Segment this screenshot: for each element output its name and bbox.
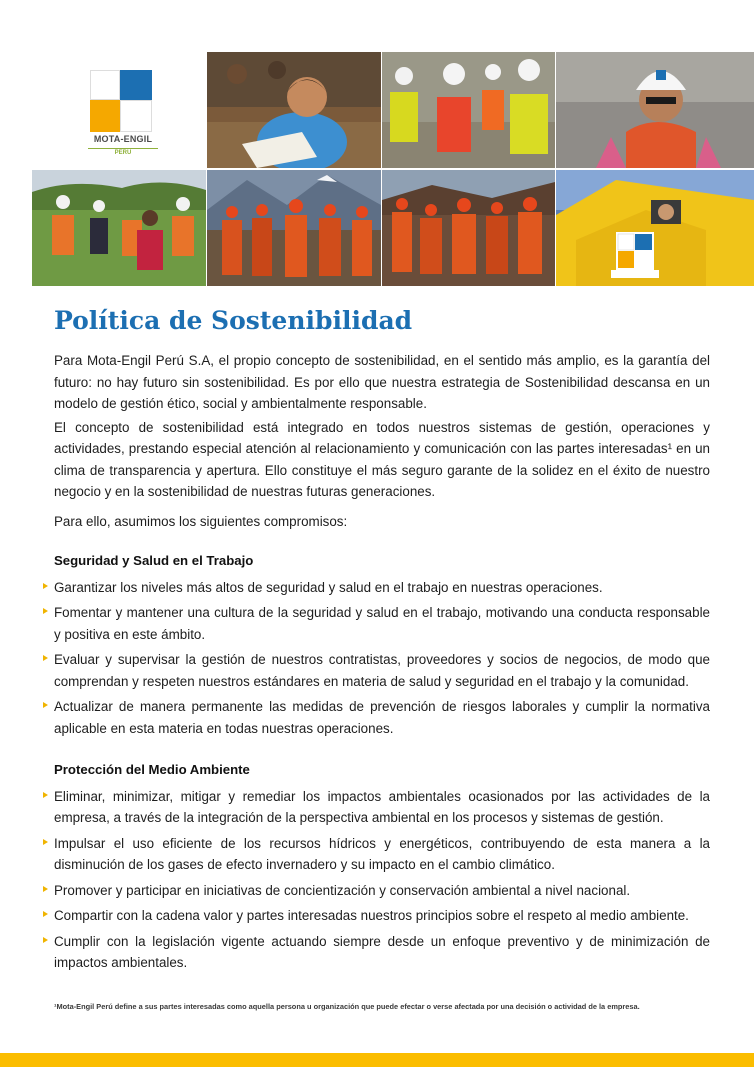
logo-divider [88,148,158,149]
list-item [54,577,710,599]
bottom-accent-bar [0,1053,754,1067]
environment-commitments-list [54,786,710,974]
photo-woman-hardhat [556,52,754,168]
section-heading-environment: Protección del Medio Ambiente [54,762,250,777]
list-item-text: Cumplir con la legislación vigente actuando siempre desde un enfoque preventivo y de minimización de impactos ambientales. [54,933,710,970]
list-item-text: Promover y participar en iniciativas de concientización y conservación ambiental a nivel nacional. [54,882,631,898]
policy-body [54,350,710,978]
section-heading-safety: Seguridad y Salud en el Trabajo [54,553,254,568]
logo-wordmark: MOTA-ENGIL [93,134,153,144]
photo-workers-orange-suits-mountains [207,170,381,286]
footnote: ¹Mota-Engil Perú define a sus partes interesadas como aquella persona u organización que puede efectar o verse afectada por una decisión o actividad de la empresa. [54,1002,640,1011]
list-item [54,905,710,927]
bullet-arrow-icon [43,702,48,708]
bullet-arrow-icon [43,655,48,661]
list-item [54,880,710,902]
list-item [54,833,710,876]
list-item [54,786,710,829]
list-item-text: Impulsar el uso eficiente de los recursos hídricos y energéticos, contribuyendo de esta manera a la disminución de los gases de efecto invernadero y su impacto en el cambio climático. [54,835,710,872]
page-title: Política de Sostenibilidad [54,306,413,335]
list-item [54,931,710,974]
logo-squares-icon [90,70,152,132]
list-item [54,696,710,739]
photo-workers-safety-vests [382,52,555,168]
list-item-text: Actualizar de manera permanente las medidas de prevención de riesgos laborales y cumplir la normativa aplicable en esta materia en todas nuestras operaciones. [54,699,710,736]
bullet-arrow-icon [43,839,48,845]
bullet-arrow-icon [43,886,48,892]
photo-field-team-with-locals [32,170,206,286]
bullet-arrow-icon [43,911,48,917]
bullet-arrow-icon [43,937,48,943]
list-item-text: Eliminar, minimizar, mitigar y remediar los impactos ambientales ocasionados por las actividades de la empresa, a través de la integración de la perspectiva ambiental en los procesos y sistemas de gestión. [54,788,710,825]
list-item-text: Evaluar y supervisar la gestión de nuestros contratistas, proveedores y socios de negocios, de modo que comprendan y respeten nuestros estándares en materia de salud y seguridad en el trabajo y la comunidad. [54,652,710,689]
list-item-text: Fomentar y mantener una cultura de la seguridad y salud en el trabajo, motivando una conducta responsable y positiva en este ámbito. [54,605,710,642]
intro-paragraph: El concepto de sostenibilidad está integrado en todos nuestros sistemas de gestión, operaciones y actividades, prestando especial atención al relacionamiento y comunicación con las partes interesadas¹ en un clima de transparencia y apertura. Ello constituye el más seguro garante de la solidez en el éxito de nuestro negocio y en la sostenibilidad de nuestras futuras generaciones. [54,419,710,499]
bullet-arrow-icon [43,792,48,798]
photo-collage [32,52,754,286]
intro-paragraph: Para Mota-Engil Perú S.A, el propio concepto de sostenibilidad, en el sentido más amplio, es la garantía del futuro: no hay futuro sin sostenibilidad. Es por ello que nuestra estrategia de Sostenibilidad descansa en un modelo de gestión ético, social y ambientalmente responsable. [54,353,710,411]
list-item [54,602,710,645]
safety-commitments-list [54,577,710,740]
company-logo [32,52,206,168]
photo-yellow-mining-truck [556,170,754,286]
photo-workers-orange-suits-group [382,170,555,286]
list-item [54,649,710,692]
bullet-arrow-icon [43,583,48,589]
list-item-text: Garantizar los niveles más altos de seguridad y salud en el trabajo en nuestras operaciones. [54,579,603,595]
logo-subtext: PERU [114,150,132,156]
bullet-arrow-icon [43,608,48,614]
photo-schoolchild [207,52,381,168]
list-item-text: Compartir con la cadena valor y partes interesadas nuestros principios sobre el respeto al medio ambiente. [54,908,689,923]
commitments-lead: Para ello, asumimos los siguientes compromisos: [54,513,348,529]
